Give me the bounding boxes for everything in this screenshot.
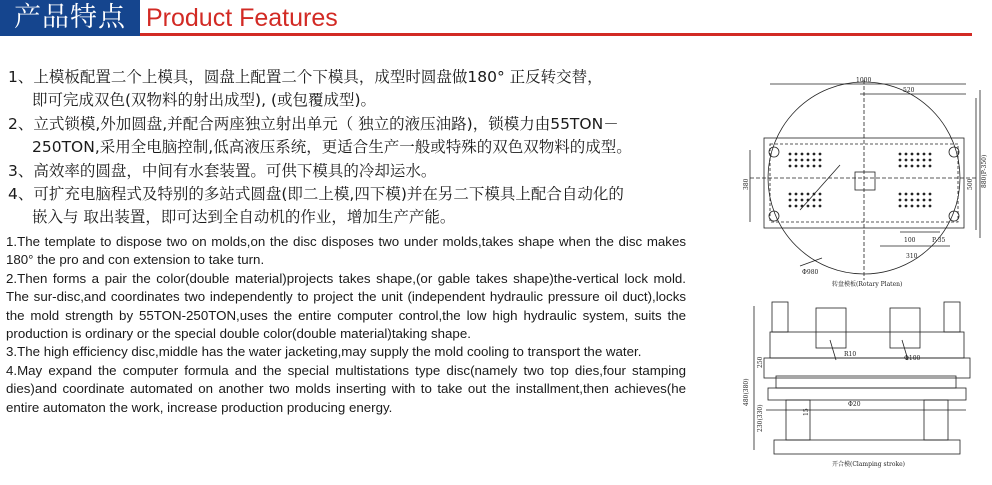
feature-cn-number: 2、	[8, 114, 34, 133]
dim-phi20: Φ20	[848, 401, 861, 408]
feature-cn-text: 上模板配置二个上模具，圆盘上配置二个下模具，成型时圆盘做180° 正反转交替，	[33, 68, 603, 86]
dim-width-half: 520	[903, 87, 915, 94]
feature-cn-text: 嵌入与 取出装置，即可达到全自动机的作业，增加生产产能。	[32, 208, 456, 227]
dim-left-height: 380	[743, 178, 750, 190]
caption-rotary-platen: 转盘模板(Rotary Platen)	[832, 281, 903, 288]
dim-h480: 480(380)	[743, 378, 750, 406]
feature-cn-text: 立式锁模,外加圆盘,并配合两座独立射出单元（ 独立的液压油路)，锁模力由55TON－	[33, 114, 619, 133]
dim-bottom-a: 100	[904, 237, 916, 244]
feature-cn-text: 即可完成双色(双物料的射出成型), (或包覆成型)。	[32, 91, 377, 110]
section-title-cn: 产品特点	[0, 0, 140, 36]
dim-bottom-c: 310	[906, 253, 918, 260]
feature-cn-item	[8, 183, 708, 230]
feature-cn-item	[8, 160, 708, 183]
dim-phi100: Φ100	[904, 355, 921, 362]
section-title-en: Product Features	[146, 4, 338, 32]
feature-en-item: 4.May expand the computer formula and the special multistations type disc(namely two top dies,four stamping dies)and coordinate automated on another two molds inserting with to take out the installment,then achieves(he entire automaton the work, increase production producing energy.	[6, 362, 686, 415]
caption-clamping-stroke: 开合模(Clamping stroke)	[832, 461, 905, 468]
machine-drawing	[740, 70, 992, 485]
feature-list-cn	[8, 66, 708, 230]
header-divider	[140, 33, 972, 36]
feature-cn-item	[8, 113, 708, 160]
feature-cn-number: 3、	[8, 161, 34, 180]
dim-h250: 250	[757, 356, 764, 368]
feature-cn-text: 250TON,采用全电脑控制,低高液压系统，更适合生产一般或特殊的双色双物料的成型。	[32, 138, 632, 157]
feature-cn-number: 4、	[8, 185, 34, 204]
dim-h15: 15	[803, 408, 810, 416]
feature-list-en	[6, 233, 686, 417]
feature-en-item: 1.The template to dispose two on molds,on the disc disposes two under molds,takes shape when the disc makes 180° the pro and con extension to take turn.	[6, 234, 686, 268]
dim-r10: R10	[844, 351, 857, 358]
feature-en-item: 3.The high efficiency disc,middle has the water jacketing,may supply the mold cooling to transport the water.	[6, 344, 642, 360]
dim-width-total: 1000	[856, 77, 872, 84]
feature-cn-number: 1、	[8, 68, 34, 86]
feature-cn-text: 高效率的圆盘，中间有水套装置。可供下模具的冷却运水。	[33, 161, 437, 180]
dim-right-a: 500	[967, 178, 974, 190]
dim-bottom-b: P-35	[932, 237, 946, 244]
feature-en-item: 2.Then forms a pair the color(double material)projects takes shape,(or gable takes shape)the-vertical lock mold. The sur-disc,and coordinates two independently to project the unit (independent hydraulic pressure oil duct),locks the mold strength by 55TON-250TON,uses the entire computer control,the low high hydraulic system, suits the production is ordinary or the special double color(double material)taking shape.	[6, 270, 686, 342]
feature-cn-text: 可扩充电脑程式及特别的多站式圆盘(即二上模,四下模)并在另二下模具上配合自动化的	[33, 185, 624, 204]
dim-diameter: Φ980	[802, 269, 819, 276]
dim-h230: 230(330)	[757, 404, 764, 432]
upper-platen	[770, 332, 964, 358]
dim-right-b: 880(P-350)	[981, 154, 988, 188]
feature-cn-item	[8, 66, 708, 113]
section-header	[0, 0, 992, 40]
